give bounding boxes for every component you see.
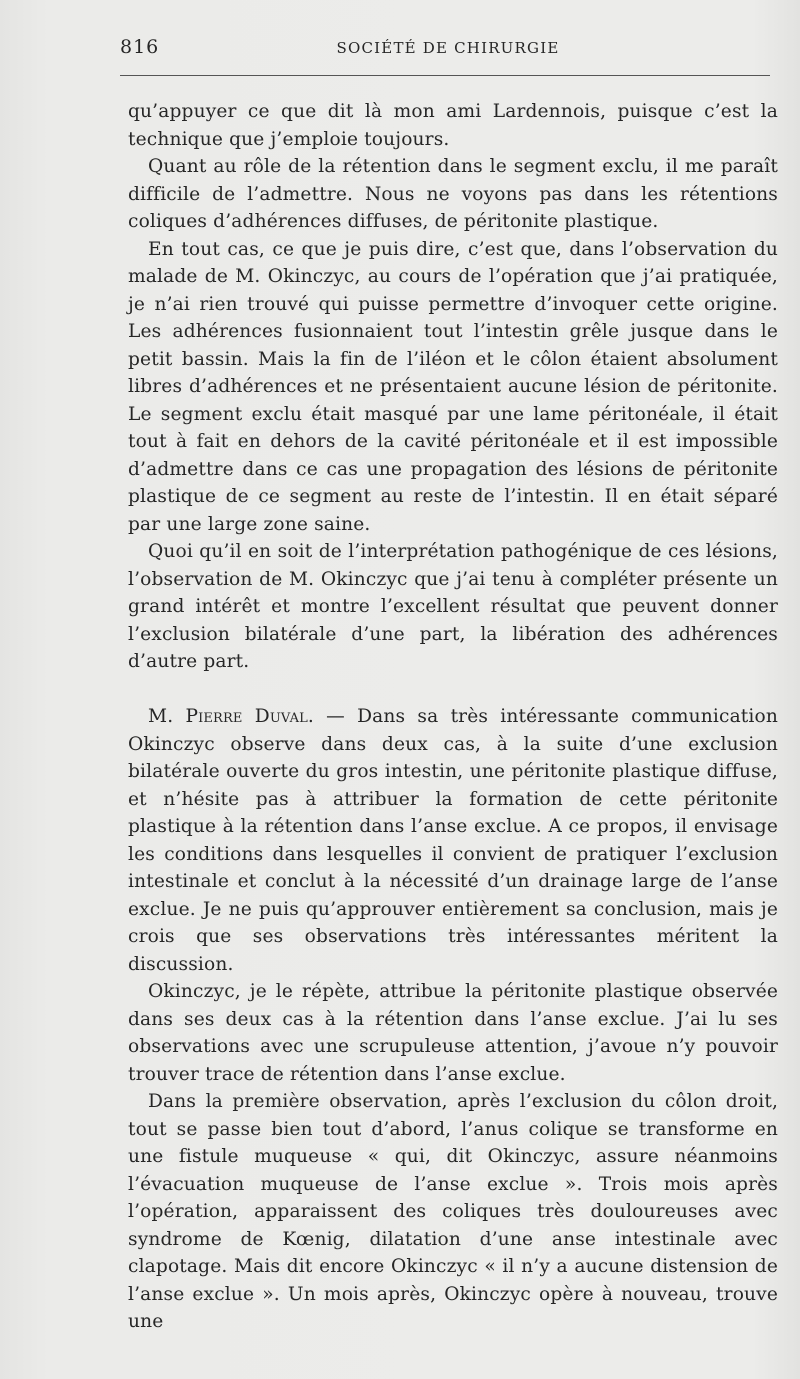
speaker-prefix: M. xyxy=(148,706,186,727)
speaker-separator: . — xyxy=(307,706,358,727)
paragraph-1: qu’appuyer ce que dit là mon ami Lardennois, puisque c’est la technique que j’emploie toujours. xyxy=(128,101,778,150)
speaker-name: Pierre Duval xyxy=(185,706,308,727)
speaker-paragraph xyxy=(128,703,778,978)
page-header xyxy=(118,36,778,62)
paragraph-6: Okinczyc, je le répète, attribue la péritonite plastique observée dans ses deux cas à la rétention dans l’anse exclue. J’ai lu ses observations avec une scrupuleuse attention, j’avoue n’y pouvoir trouver trace de rétention dans l’anse exclue. xyxy=(128,981,778,1085)
header-rule xyxy=(120,75,770,76)
running-title: SOCIÉTÉ DE CHIRURGIE xyxy=(336,39,560,57)
paragraph-3: En tout cas, ce que je puis dire, c’est que, dans l’observation du malade de M. Okinczyc, au cours de l’opération que j’ai pratiquée, je n’ai rien trouvé qui puisse permettre d’invoquer cette origine. Les adhérences fusionnaient tout l’intestin grêle jusque dans le petit bassin. Mais la fin de l’iléon et le côlon étaient absolument libres d’adhérences et ne présentaient aucune lésion de péritonite. Le segment exclu était masqué par une lame péritonéale, il était tout à fait en dehors de la cavité péritonéale et il est impossible d’admettre dans ce cas une propagation des lésions de péritonite plastique de ce segment au reste de l’intestin. Il en était séparé par une large zone saine. xyxy=(128,238,778,535)
paragraph-4: Quoi qu’il en soit de l’interprétation pathogénique de ces lésions, l’observation de M. Okinczyc que j’ai tenu à compléter présente un grand intérêt et montre l’excellent résultat que peuvent donner l’exclusion bilatérale d’une part, la libération des adhérences d’autre part. xyxy=(128,541,778,672)
body-text xyxy=(128,98,778,1336)
paragraph-2: Quant au rôle de la rétention dans le segment exclu, il me paraît difficile de l’admettre. Nous ne voyons pas dans les rétentions coliques d’adhérences diffuses, de péritonite plastique. xyxy=(128,156,778,232)
paragraph-7: Dans la première observation, après l’exclusion du côlon droit, tout se passe bien tout d’abord, l’anus colique se transforme en une fistule muqueuse « qui, dit Okinczyc, assure néanmoins l’évacuation muqueuse de l’anse exclue ». Trois mois après l’opération, apparaissent des coliques très douloureuses avec syndrome de Kœnig, dilatation d’une anse intestinale avec clapotage. Mais dit encore Okinczyc « il n’y a aucune distension de l’anse exclue ». Un mois après, Okinczyc opère à nouveau, trouve une xyxy=(128,1091,778,1332)
speaker-paragraph-text: Dans sa très intéressante communication Okinczyc observe dans deux cas, à la suite d’une exclusion bilatérale ouverte du gros intestin, une péritonite plastique diffuse, et n’hésite pas à attribuer la formation de cette péritonite plastique à la rétention dans l’anse exclue. A ce propos, il envisage les conditions dans lesquelles il convient de pratiquer l’exclusion intestinale et conclut à la nécessité d’un drainage large de l’anse exclue. Je ne puis qu’approuver entièrement sa conclusion, mais je crois que ses observations très intéressantes méritent la discussion. xyxy=(128,706,778,975)
page-number: 816 xyxy=(120,36,160,58)
